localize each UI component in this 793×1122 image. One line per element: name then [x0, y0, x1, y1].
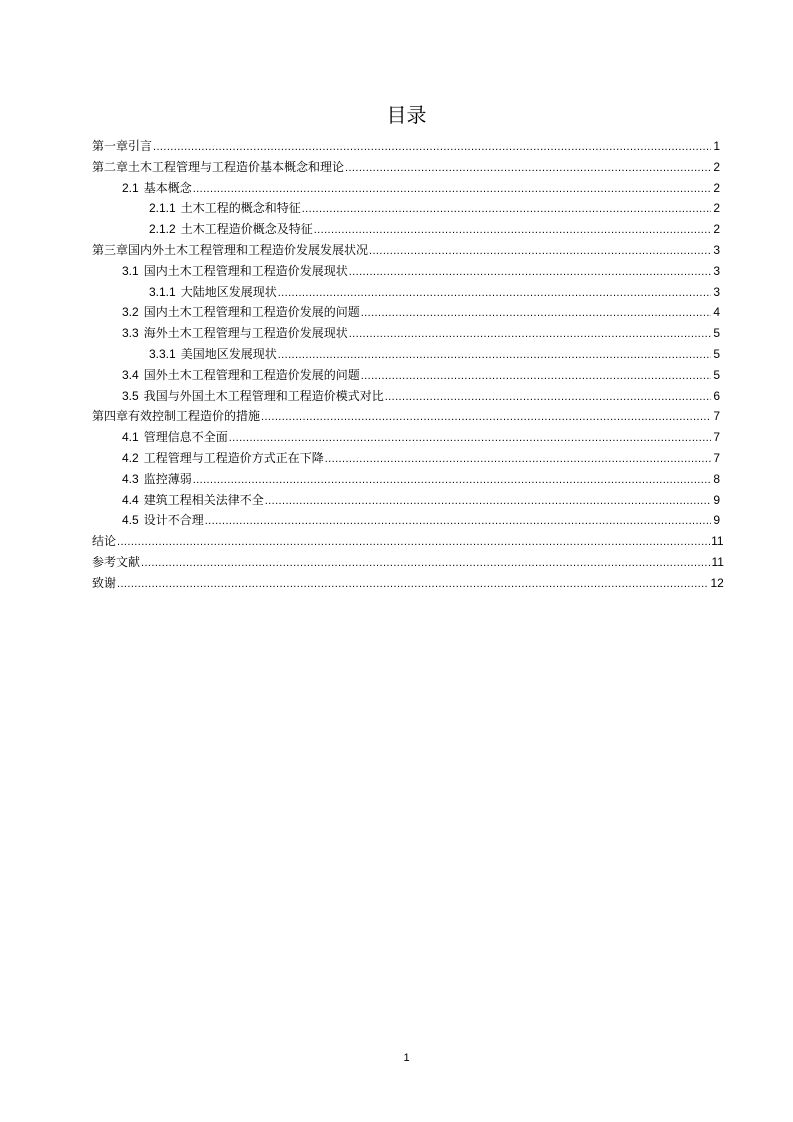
toc-entry-page: 3 [713, 284, 720, 299]
toc-entry[interactable] [92, 323, 720, 344]
toc-entry-number: 4.3 [122, 471, 139, 486]
toc-entry-title: 土木工程造价概念及特征 [180, 222, 313, 237]
toc-entry-number: 3.3 [122, 326, 139, 341]
toc-dot-leader [193, 470, 711, 491]
toc-entry-title: 设计不合理 [143, 513, 204, 528]
toc-dot-leader [385, 387, 711, 408]
toc-entry-page: 6 [713, 388, 720, 403]
toc-dot-leader [278, 345, 711, 366]
toc-entry[interactable] [92, 531, 724, 552]
toc-entry[interactable] [92, 365, 720, 386]
toc-entry-page: 5 [713, 326, 720, 341]
toc-dot-leader [153, 137, 711, 158]
toc-entry-page: 5 [713, 367, 720, 382]
toc-dot-leader [193, 179, 711, 200]
toc-dot-leader [229, 428, 711, 449]
toc-entry-title: 监控薄弱 [143, 471, 192, 486]
toc-entry-title: 第二章土木工程管理与工程造价基本概念和理论 [92, 159, 345, 174]
toc-entry-number: 2.1 [122, 180, 139, 195]
toc-dot-leader [205, 511, 711, 532]
toc-dot-leader [261, 407, 711, 428]
toc-entry-title: 建筑工程相关法律不全 [143, 492, 264, 507]
toc-entry-title: 参考文献 [92, 554, 141, 569]
toc-dot-leader [117, 532, 710, 553]
toc-entry-page: 1 [713, 139, 720, 153]
toc-entry-page: 3 [713, 242, 720, 257]
toc-entry-number: 3.5 [122, 388, 139, 403]
toc-dot-leader [265, 491, 711, 512]
toc-dot-leader [325, 449, 711, 470]
toc-title: 目录 [386, 103, 427, 127]
toc-entry-number: 2.1.2 [149, 222, 176, 237]
toc-entry-page: 9 [713, 513, 720, 528]
toc-entry-title: 第四章有效控制工程造价的措施 [92, 409, 261, 424]
footer-page-number: 1 [403, 1052, 410, 1064]
toc-dot-leader [117, 574, 709, 595]
toc-entry-number: 3.1 [122, 263, 139, 278]
toc-dot-leader [349, 324, 711, 345]
toc-entry-title: 致谢 [92, 575, 117, 590]
toc-entry[interactable] [92, 490, 720, 511]
toc-dot-leader [361, 303, 711, 324]
toc-entry-number: 2.1.1 [149, 201, 176, 216]
toc-entry-title: 海外土木工程管理与工程造价发展现状 [143, 326, 348, 341]
toc-entry[interactable] [92, 469, 720, 490]
toc-entry-number: 4.4 [122, 492, 139, 507]
toc-entry-page: 3 [713, 263, 720, 278]
toc-entry-page: 2 [713, 180, 720, 195]
toc-entry-title: 我国与外国土木工程管理和工程造价模式对比 [143, 388, 384, 403]
toc-entry[interactable] [92, 510, 720, 531]
toc-entry[interactable] [92, 219, 720, 240]
toc-entry[interactable] [92, 178, 720, 199]
toc-entry-page: 11 [711, 554, 724, 569]
toc-entry-page: 2 [713, 222, 720, 237]
toc-entry-title: 美国地区发展现状 [180, 346, 277, 361]
toc-entry[interactable] [92, 406, 720, 427]
toc-entry-title: 国内土木工程管理和工程造价发展的问题 [143, 305, 360, 320]
toc-entry-page: 7 [713, 430, 720, 445]
toc-dot-leader [302, 199, 711, 220]
toc-entry[interactable] [92, 552, 724, 573]
toc-dot-leader [361, 366, 711, 387]
toc-entry-number: 3.1.1 [149, 284, 176, 299]
toc-entry-title: 管理信息不全面 [143, 430, 228, 445]
table-of-contents [92, 136, 724, 594]
toc-entry[interactable] [92, 136, 720, 157]
toc-entry-number: 3.3.1 [149, 346, 176, 361]
toc-entry[interactable] [92, 344, 720, 365]
toc-entry-page: 5 [713, 346, 720, 361]
toc-entry-title: 工程管理与工程造价方式正在下降 [143, 450, 324, 465]
toc-entry[interactable] [92, 386, 720, 407]
toc-entry[interactable] [92, 302, 720, 323]
toc-entry-title: 大陆地区发展现状 [180, 284, 277, 299]
toc-entry-number: 4.5 [122, 513, 139, 528]
toc-entry-title: 国外土木工程管理和工程造价发展的问题 [143, 367, 360, 382]
toc-entry-number: 4.2 [122, 450, 139, 465]
toc-entry-number: 4.1 [122, 430, 139, 445]
toc-entry[interactable] [92, 261, 720, 282]
toc-entry[interactable] [92, 240, 720, 261]
toc-entry-title: 第三章国内外土木工程管理和工程造价发展发展状况 [92, 242, 369, 257]
toc-entry-page: 8 [713, 471, 720, 486]
toc-entry-page: 11 [711, 534, 724, 549]
toc-entry-page: 2 [713, 201, 720, 216]
toc-dot-leader [349, 262, 711, 283]
toc-entry[interactable] [92, 448, 720, 469]
toc-entry-title: 结论 [92, 534, 117, 549]
toc-entry[interactable] [92, 427, 720, 448]
toc-entry-title: 土木工程的概念和特征 [180, 201, 301, 216]
toc-entry-number: 3.2 [122, 305, 139, 320]
toc-dot-leader [141, 553, 710, 574]
toc-entry[interactable] [92, 157, 720, 178]
toc-entry-page: 7 [713, 450, 720, 465]
toc-entry-page: 12 [710, 575, 724, 590]
toc-entry-page: 4 [713, 305, 720, 320]
toc-entry-title: 基本概念 [143, 180, 192, 195]
toc-entry[interactable] [92, 198, 720, 219]
toc-entry-page: 9 [713, 492, 720, 507]
toc-entry-title: 国内土木工程管理和工程造价发展现状 [143, 263, 348, 278]
toc-dot-leader [278, 283, 711, 304]
toc-dot-leader [369, 241, 711, 262]
toc-entry[interactable] [92, 573, 724, 594]
toc-dot-leader [345, 158, 711, 179]
toc-entry[interactable] [92, 282, 720, 303]
toc-dot-leader [314, 220, 711, 241]
toc-entry-title: 第一章引言 [92, 139, 153, 153]
toc-entry-page: 7 [713, 409, 720, 424]
toc-entry-number: 3.4 [122, 367, 139, 382]
toc-entry-page: 2 [713, 159, 720, 174]
